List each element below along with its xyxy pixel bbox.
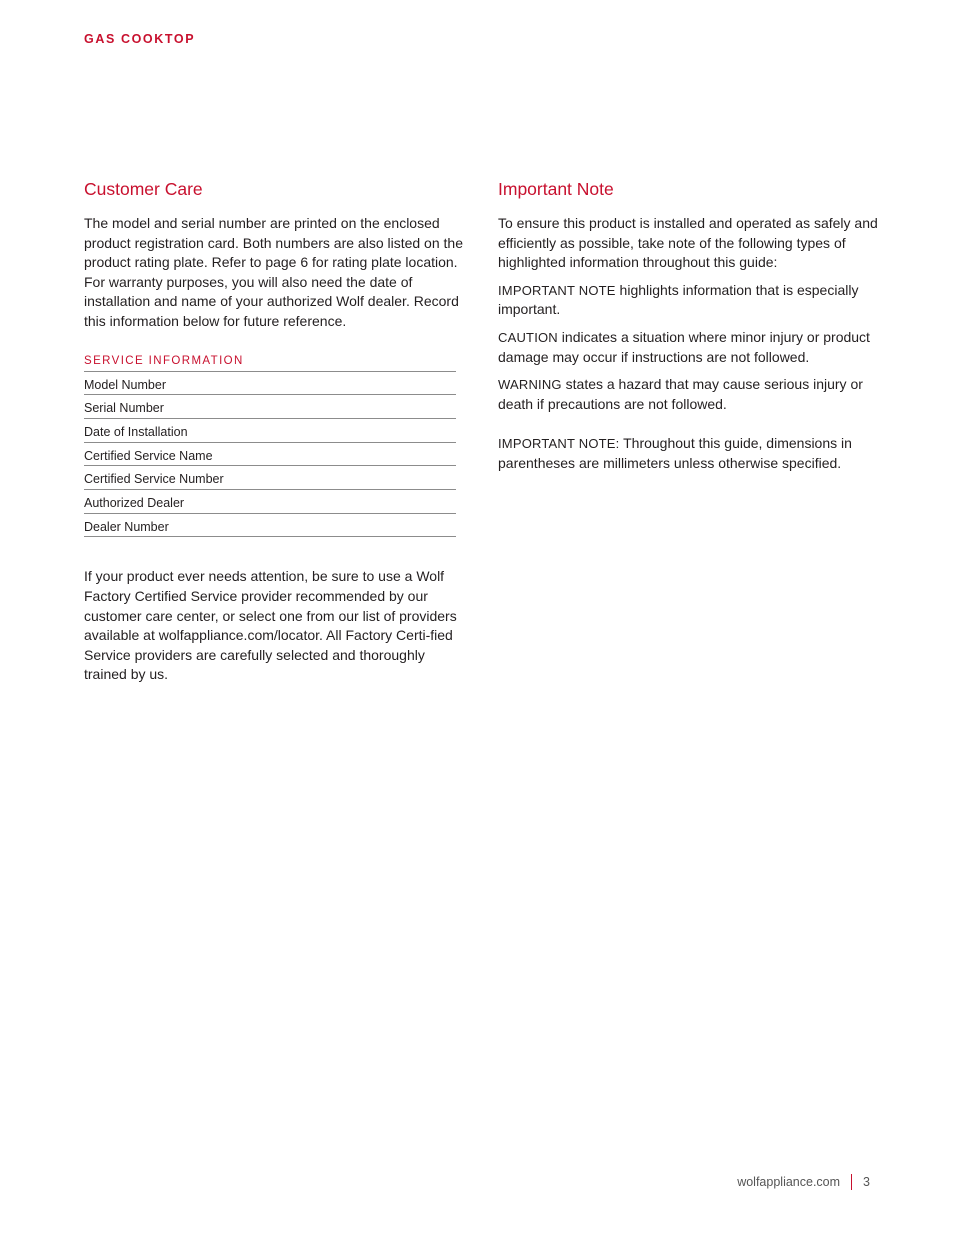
- dimensions-note: [498, 434, 882, 473]
- service-field-dealer-number: Dealer Number: [84, 514, 456, 538]
- customer-care-intro: The model and serial number are printed on the enclosed product registration card. Both numbers are also listed on the product rating plate. Refer to page 6 for rating plate location. For warranty purposes, you will also need the date of installation and name of your authorized Wolf dealer. Record this information below for future reference.: [84, 215, 463, 329]
- service-field-certified-service-name: Certified Service Name: [84, 443, 456, 467]
- service-field-serial-number: Serial Number: [84, 395, 456, 419]
- warning-item: [498, 375, 882, 414]
- important-note-text: highlights information that is especially important.: [498, 281, 859, 318]
- service-field-date-of-installation: Date of Installation: [84, 419, 456, 443]
- page-number: 3: [863, 1175, 870, 1189]
- important-note-item: [498, 281, 882, 320]
- footer-website: wolfappliance.com: [737, 1175, 841, 1189]
- running-head: GAS COOKTOP: [84, 32, 196, 46]
- important-note-term: IMPORTANT NOTE: [498, 282, 616, 298]
- caution-text: indicates a situation where minor injury or product damage may occur if instructions are not followed.: [498, 328, 870, 365]
- caution-term: CAUTION: [498, 329, 558, 345]
- warning-term: WARNING: [498, 377, 562, 393]
- service-information-heading: SERVICE INFORMATION: [84, 354, 244, 367]
- caution-item: [498, 328, 882, 367]
- customer-care-title: Customer Care: [84, 179, 203, 199]
- important-note-title: Important Note: [498, 179, 614, 199]
- dimensions-note-text: Throughout this guide, dimensions in parentheses are millimeters unless otherwise specified.: [498, 435, 852, 471]
- customer-care-section: [84, 178, 464, 685]
- dimensions-note-term: IMPORTANT NOTE:: [498, 436, 620, 452]
- page-footer: [737, 1174, 870, 1190]
- important-note-intro: To ensure this product is installed and operated as safely and efficiently as possible, take note of the following types of highlighted information throughout this guide:: [498, 215, 878, 271]
- service-field-model-number: Model Number: [84, 372, 456, 396]
- customer-care-closing: If your product ever needs attention, be sure to use a Wolf Factory Certified Service provider recommended by our customer care center, or select one from our list of providers available at wolfappliance.com/locator. All Factory Certi-fied Service providers are carefully selected and thoroughly trained by us.: [84, 568, 457, 683]
- service-information-table: [84, 371, 456, 538]
- service-field-certified-service-number: Certified Service Number: [84, 466, 456, 490]
- warning-text: states a hazard that may cause serious injury or death if precautions are not followed.: [498, 376, 863, 412]
- service-field-authorized-dealer: Authorized Dealer: [84, 490, 456, 514]
- important-note-section: [498, 178, 882, 482]
- footer-divider: [851, 1174, 852, 1190]
